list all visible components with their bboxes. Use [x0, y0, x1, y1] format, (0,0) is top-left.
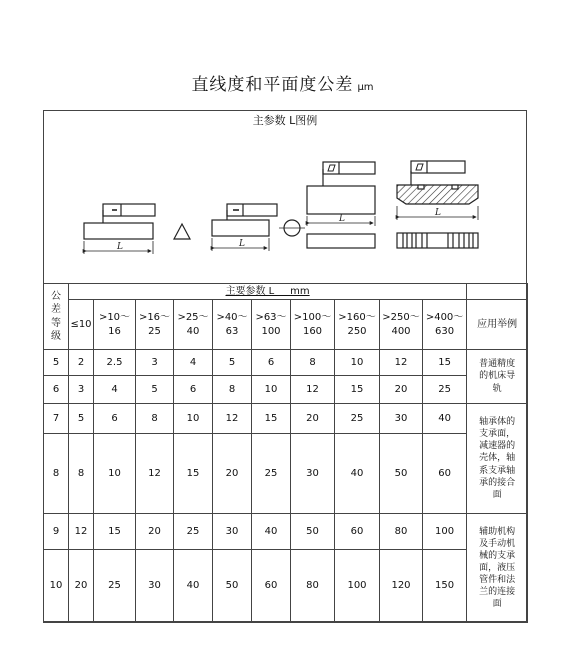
value-cell: 100: [423, 514, 467, 550]
range-text: >25～: [177, 312, 209, 323]
range-text: 630: [435, 325, 455, 337]
range-header: [69, 300, 94, 350]
value-cell: 15: [174, 434, 213, 514]
range-text: >250～: [382, 312, 420, 323]
value-cell: 10: [335, 350, 380, 376]
range-text: >160～: [338, 312, 376, 323]
range-header: [252, 300, 291, 350]
value-cell: 30: [291, 434, 335, 514]
triangle-section: [174, 224, 190, 239]
value-cell: 8: [291, 350, 335, 376]
range-text: 40: [186, 325, 200, 337]
grade-header-char: 公: [51, 290, 61, 302]
value-cell: 12: [213, 404, 252, 434]
value-cell: 120: [380, 550, 423, 623]
value-cell: 2.5: [94, 350, 136, 376]
value-cell: 30: [380, 404, 423, 434]
range-text: 160: [302, 325, 323, 337]
application-line: 轴承体的: [479, 417, 516, 427]
grade-header-char: 差: [51, 304, 61, 315]
range-text: >400～: [425, 312, 464, 323]
value-cell: 60: [335, 514, 380, 550]
application-line: 面: [492, 489, 502, 500]
main-param-text: 主要参数 L mm: [225, 285, 310, 297]
application-header: 应用举例: [467, 300, 528, 350]
value-cell: 3: [69, 376, 94, 404]
value-cell: 80: [291, 550, 335, 623]
application-header-top: [467, 284, 528, 300]
value-cell: 8: [213, 376, 252, 404]
value-cell: 8: [136, 404, 174, 434]
range-header: [174, 300, 213, 350]
application-line: 辅助机构: [479, 526, 516, 537]
application-line: 轨: [492, 383, 502, 394]
value-cell: 50: [213, 550, 252, 623]
value-cell: 25: [335, 404, 380, 434]
value-cell: 6: [94, 404, 136, 434]
range-text: >10～: [98, 312, 131, 323]
application-line: 面: [492, 599, 502, 610]
value-cell: 60: [252, 550, 291, 623]
value-cell: 4: [174, 350, 213, 376]
value-cell: 30: [213, 514, 252, 550]
label-L-3: L: [339, 214, 345, 224]
value-cell: 10: [252, 376, 291, 404]
value-cell: 12: [69, 514, 94, 550]
value-cell: 6: [252, 350, 291, 376]
value-cell: 30: [136, 550, 174, 623]
range-header: [380, 300, 423, 350]
range-header: [335, 300, 380, 350]
application-cell: [467, 514, 528, 623]
title-unit: μm: [357, 82, 374, 93]
label-L-4: L: [435, 208, 441, 218]
grade-header: [44, 284, 69, 350]
application-line: 承的接合: [479, 477, 516, 488]
grade-cell: 5: [44, 350, 69, 376]
range-text: ≤10: [70, 318, 92, 330]
range-text: 16: [108, 325, 121, 337]
range-header: [423, 300, 467, 350]
value-cell: 20: [291, 404, 335, 434]
page-title: [0, 70, 565, 95]
value-cell: 20: [69, 550, 94, 623]
value-cell: 100: [335, 550, 380, 623]
value-cell: 2: [69, 350, 94, 376]
table-row: [44, 350, 528, 376]
application-line: 的机床导: [479, 371, 516, 382]
table-row: [44, 550, 528, 623]
value-cell: 5: [213, 350, 252, 376]
value-cell: 15: [423, 350, 467, 376]
range-text: 63: [225, 325, 239, 337]
range-text: 25: [148, 325, 161, 337]
range-text: >16～: [138, 312, 171, 323]
range-header: [291, 300, 335, 350]
value-cell: 40: [335, 434, 380, 514]
table-row: [44, 376, 528, 404]
value-cell: 40: [423, 404, 467, 434]
table-row: [44, 514, 528, 550]
table-row: [44, 404, 528, 434]
figure-guide-rail: [397, 161, 478, 248]
value-cell: 3: [136, 350, 174, 376]
value-cell: 15: [252, 404, 291, 434]
parameter-illustration: [43, 130, 527, 282]
application-line: 壳体，轴: [479, 453, 516, 464]
value-cell: 80: [380, 514, 423, 550]
application-line: 及手动机: [479, 538, 516, 549]
range-header: [213, 300, 252, 350]
range-text: >40～: [216, 312, 248, 323]
value-cell: 12: [380, 350, 423, 376]
value-cell: 12: [291, 376, 335, 404]
application-line: 普通精度: [479, 359, 516, 370]
title-text: 直线度和平面度公差: [191, 75, 354, 95]
application-line: 系支承轴: [479, 465, 516, 476]
value-cell: 25: [174, 514, 213, 550]
grade-cell: 7: [44, 404, 69, 434]
label-L-2: L: [239, 239, 245, 249]
value-cell: 20: [380, 376, 423, 404]
figure-plate: [307, 162, 375, 248]
application-cell: [467, 350, 528, 404]
value-cell: 10: [174, 404, 213, 434]
range-header: [94, 300, 136, 350]
value-cell: 6: [174, 376, 213, 404]
grade-header-char: 等: [51, 317, 61, 329]
range-header: [136, 300, 174, 350]
grade-cell: 6: [44, 376, 69, 404]
value-cell: 60: [423, 434, 467, 514]
range-text: >63～: [255, 312, 287, 323]
value-cell: 20: [136, 514, 174, 550]
value-cell: 40: [174, 550, 213, 623]
value-cell: 5: [69, 404, 94, 434]
value-cell: 12: [136, 434, 174, 514]
value-cell: 15: [335, 376, 380, 404]
value-cell: 40: [252, 514, 291, 550]
value-cell: 50: [291, 514, 335, 550]
value-cell: 15: [94, 514, 136, 550]
value-cell: 50: [380, 434, 423, 514]
range-text: >100～: [293, 312, 332, 323]
application-cell: [467, 404, 528, 514]
grade-cell: 10: [44, 550, 69, 623]
value-cell: 8: [69, 434, 94, 514]
grade-header-char: 级: [51, 331, 61, 342]
value-cell: 25: [423, 376, 467, 404]
value-cell: 150: [423, 550, 467, 623]
application-line: 减速器的: [479, 441, 516, 452]
application-line: 管件和法: [479, 575, 516, 586]
application-line: 支承面，: [479, 429, 516, 440]
application-line: 械的支承: [479, 550, 516, 561]
application-line: 兰的连接: [479, 587, 516, 598]
application-line: 面，液压: [479, 562, 516, 573]
value-cell: 25: [94, 550, 136, 623]
table-row: [44, 434, 528, 514]
range-text: 100: [261, 325, 281, 337]
value-cell: 10: [94, 434, 136, 514]
grade-cell: 9: [44, 514, 69, 550]
main-param-header: [69, 284, 467, 300]
value-cell: 20: [213, 434, 252, 514]
value-cell: 5: [136, 376, 174, 404]
label-L-1: L: [117, 242, 123, 252]
figure-title: 主参数 L图例: [252, 114, 318, 127]
value-cell: 4: [94, 376, 136, 404]
range-text: 250: [347, 325, 367, 337]
range-text: 400: [391, 325, 411, 337]
tolerance-table: [43, 283, 528, 623]
value-cell: 25: [252, 434, 291, 514]
grade-cell: 8: [44, 434, 69, 514]
